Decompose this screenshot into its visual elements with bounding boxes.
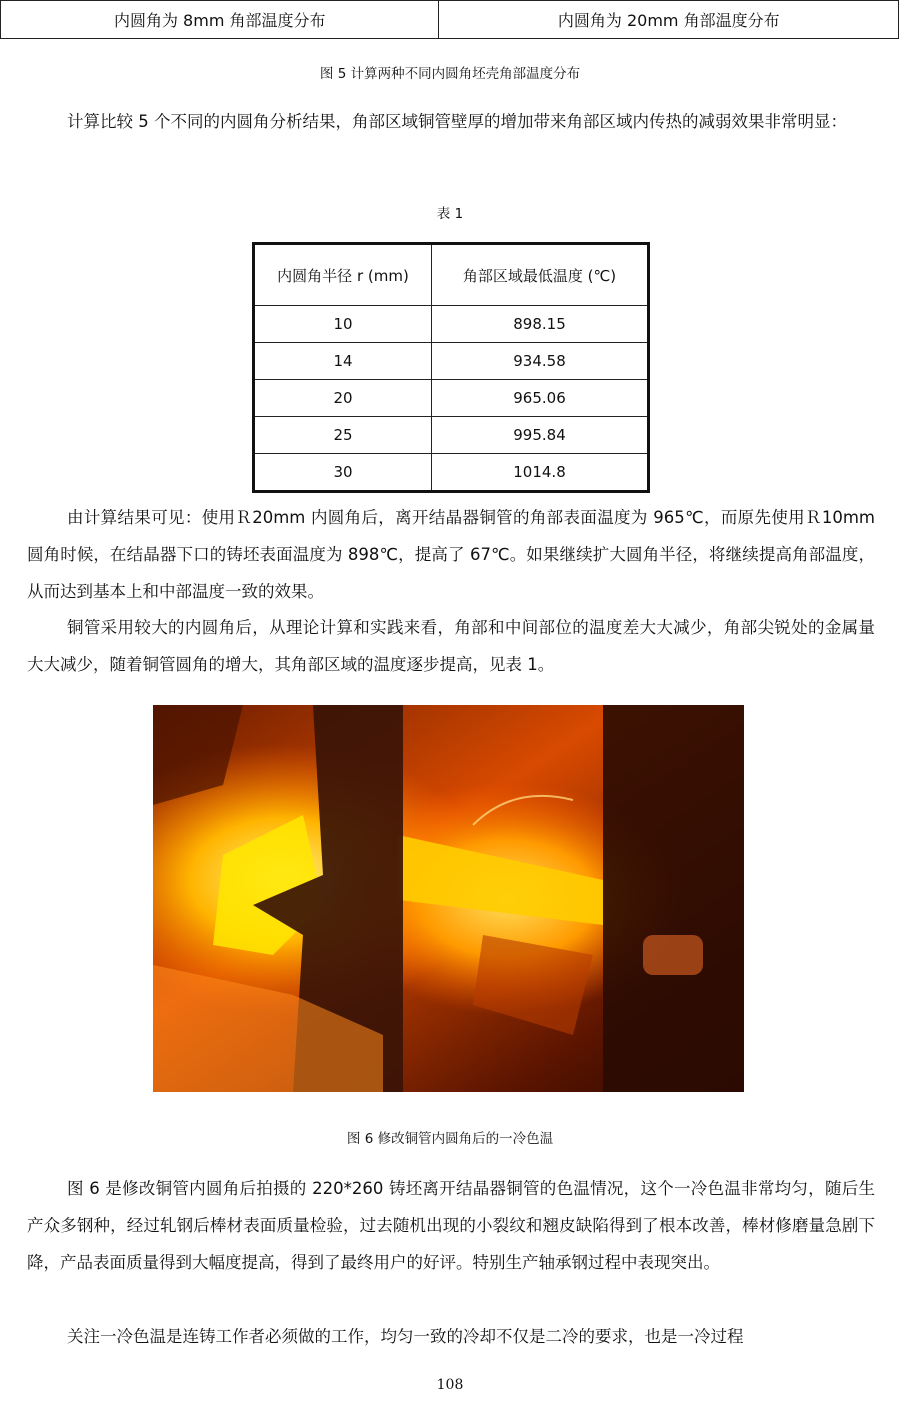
table-1-title: 表 1 — [436, 206, 464, 222]
paragraph-2 — [27, 499, 875, 610]
paragraph-1-text: 计算比较 5 个不同的内圆角分析结果，角部区域铜管壁厚的增加带来角部区域内传热的减弱效果非常明显： — [67, 112, 847, 131]
paragraph-4-text: 图 6 是修改铜管内圆角后拍摄的 220*260 铸坯离开结晶器铜管的色温情况，这个一冷色温非常均匀，随后生产众多钢种，经过轧钢后棒材表面质量检验，过去随机出现的小裂纹和翘皮缺陷得到了根本改善，棒材修磨量急剧下降，产品表面质量得到大幅度提高，得到了最终用户的好评。特别生产轴承钢过程中表现突出。 — [27, 1179, 875, 1272]
header-cell-20mm: 内圆角为 20mm 角部温度分布 — [439, 1, 899, 39]
paragraph-1 — [27, 103, 875, 140]
mold-exit-photo — [153, 705, 744, 1092]
table-cell-temperature: 1014.8 — [432, 454, 649, 492]
table-cell-radius: 30 — [254, 454, 432, 492]
table-cell-radius: 14 — [254, 343, 432, 380]
paragraph-5 — [27, 1318, 875, 1355]
temperature-table — [252, 242, 650, 493]
table-header-temperature: 角部区域最低温度 (℃) — [432, 244, 649, 306]
paragraph-3 — [27, 609, 875, 683]
table-cell-radius: 10 — [254, 306, 432, 343]
table-cell-temperature: 965.06 — [432, 380, 649, 417]
figure-header-table — [0, 0, 899, 39]
paragraph-5-text: 关注一冷色温是连铸工作者必须做的工作，均匀一致的冷却不仅是二冷的要求，也是一冷过程 — [67, 1327, 744, 1346]
page-number: 108 — [436, 1377, 464, 1393]
table-cell-temperature: 898.15 — [432, 306, 649, 343]
paragraph-4 — [27, 1170, 875, 1281]
table-header-row — [254, 244, 649, 306]
header-cell-8mm: 内圆角为 8mm 角部温度分布 — [1, 1, 439, 39]
table-cell-temperature: 995.84 — [432, 417, 649, 454]
table-row — [254, 343, 649, 380]
table-cell-radius: 25 — [254, 417, 432, 454]
table-cell-temperature: 934.58 — [432, 343, 649, 380]
figure-6-caption: 图 6 修改铜管内圆角后的一冷色温 — [346, 1131, 554, 1147]
paragraph-3-text: 铜管采用较大的内圆角后，从理论计算和实践来看，角部和中间部位的温度差大大减少，角部尖锐处的金属量大大减少，随着铜管圆角的增大，其角部区域的温度逐步提高，见表 1。 — [27, 618, 875, 674]
table-header-radius: 内圆角半径 r (mm) — [254, 244, 432, 306]
table-row — [254, 454, 649, 492]
table-cell-radius: 20 — [254, 380, 432, 417]
table-row — [254, 417, 649, 454]
paragraph-2-text: 由计算结果可见：使用Ｒ20mm 内圆角后，离开结晶器铜管的角部表面温度为 965℃，而原先使用Ｒ10mm 圆角时候，在结晶器下口的铸坯表面温度为 898℃，提高了 67℃。如果继续扩大圆角半径，将继续提高角部温度，从而达到基本上和中部温度一致的效果。 — [27, 508, 875, 601]
table-row — [254, 306, 649, 343]
table-row — [254, 380, 649, 417]
figure-5-caption: 图 5 计算两种不同内圆角坯壳角部温度分布 — [319, 66, 581, 82]
